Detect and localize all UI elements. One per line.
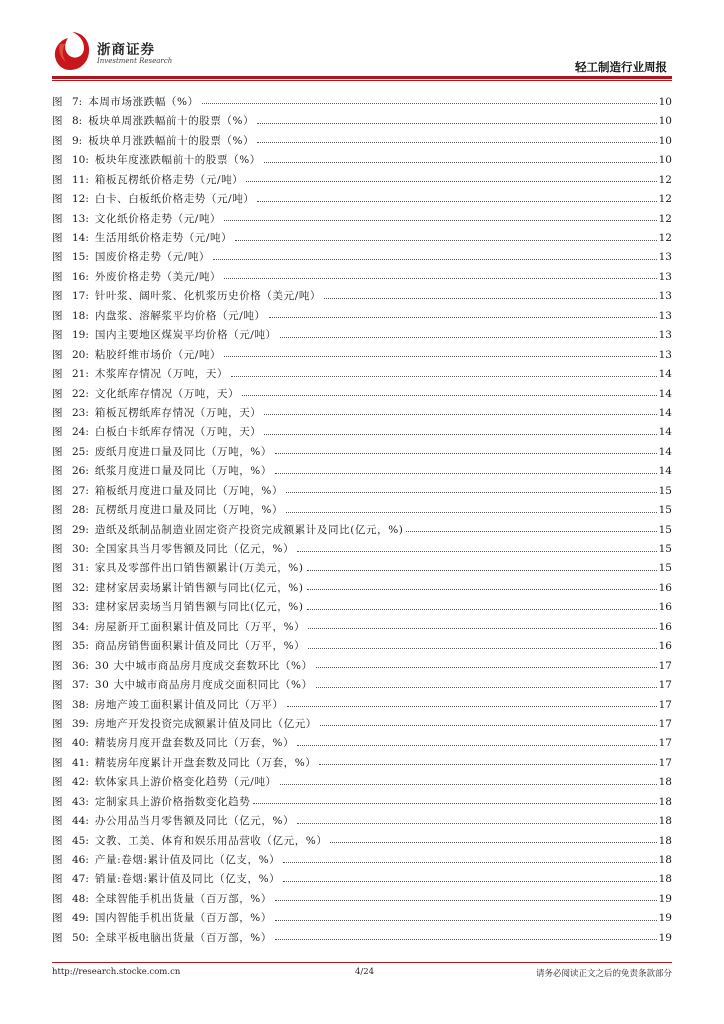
toc-page-number[interactable]: 10 bbox=[658, 95, 672, 108]
toc-page-number[interactable]: 14 bbox=[658, 406, 672, 419]
toc-dot-leader bbox=[287, 706, 657, 707]
toc-figure-number: 43: bbox=[72, 795, 89, 808]
toc-dot-leader bbox=[224, 356, 656, 357]
toc-dot-leader bbox=[308, 648, 656, 649]
toc-entry[interactable] bbox=[52, 827, 672, 846]
toc-figure-number: 48: bbox=[72, 892, 89, 905]
toc-figure-number: 24: bbox=[72, 426, 89, 439]
footer-divider bbox=[52, 962, 672, 963]
toc-entry[interactable] bbox=[52, 457, 672, 476]
toc-entry[interactable] bbox=[52, 224, 672, 243]
toc-entry[interactable] bbox=[52, 185, 672, 204]
toc-figure-title[interactable]: 销量:卷烟:累计值及同比（亿支，%） bbox=[94, 873, 281, 886]
toc-figure-number: 40: bbox=[72, 737, 89, 750]
toc-figure-label: 图 bbox=[52, 406, 63, 419]
toc-figure-title[interactable]: 白卡、白板纸价格走势（元/吨） bbox=[94, 193, 255, 206]
toc-entry[interactable] bbox=[52, 88, 672, 107]
toc-figure-number: 32: bbox=[72, 581, 89, 594]
toc-figure-title[interactable]: 外废价格走势（美元/吨） bbox=[94, 270, 222, 283]
report-title: 轻工制造行业周报 bbox=[575, 60, 667, 74]
toc-figure-label: 图 bbox=[52, 873, 63, 886]
toc-entry[interactable] bbox=[52, 205, 672, 224]
toc-entry[interactable] bbox=[52, 127, 672, 146]
toc-figure-title[interactable]: 板块单月涨跌幅前十的股票（%） bbox=[88, 134, 255, 147]
toc-entry[interactable] bbox=[52, 555, 672, 574]
header-divider-thin bbox=[52, 80, 672, 81]
toc-dot-leader bbox=[264, 414, 656, 415]
toc-figure-label: 图 bbox=[52, 854, 63, 866]
toc-figure-number: 45: bbox=[72, 834, 89, 847]
toc-figure-title[interactable]: 文化纸库存情况（万吨，天） bbox=[94, 387, 240, 400]
toc-figure-label: 图 bbox=[52, 387, 63, 400]
toc-page-number[interactable]: 14 bbox=[658, 465, 672, 478]
toc-page-number[interactable]: 18 bbox=[658, 776, 672, 789]
toc-figure-title[interactable]: 板块年度涨跌幅前十的股票（%） bbox=[94, 154, 261, 167]
toc-figure-label: 图 bbox=[52, 834, 63, 847]
toc-entry[interactable] bbox=[52, 146, 672, 165]
toc-figure-number: 11: bbox=[72, 173, 89, 186]
toc-figure-label: 图 bbox=[52, 193, 63, 206]
toc-page-number[interactable]: 18 bbox=[658, 854, 672, 866]
toc-figure-label: 图 bbox=[52, 95, 63, 108]
toc-figure-label: 图 bbox=[52, 543, 63, 555]
toc-page-number[interactable]: 12 bbox=[658, 173, 672, 186]
toc-figure-number: 36: bbox=[72, 659, 89, 672]
toc-dot-leader bbox=[202, 103, 657, 104]
toc-figure-number: 15: bbox=[72, 251, 89, 264]
toc-entry[interactable] bbox=[52, 302, 672, 321]
toc-dot-leader bbox=[286, 512, 657, 513]
toc-figure-title[interactable]: 全球平板电脑出货量（百万部，%） bbox=[94, 931, 272, 944]
toc-figure-number: 16: bbox=[72, 270, 89, 283]
toc-figure-number: 37: bbox=[72, 679, 89, 692]
toc-entry[interactable] bbox=[52, 593, 672, 612]
toc-page-number[interactable]: 13 bbox=[658, 309, 672, 322]
toc-dot-leader bbox=[253, 803, 656, 804]
toc-page-number[interactable]: 14 bbox=[658, 445, 672, 458]
toc-figure-title[interactable]: 白板白卡纸库存情况（万吨，天） bbox=[94, 426, 262, 439]
toc-page-number[interactable]: 18 bbox=[658, 815, 672, 828]
toc-dot-leader bbox=[242, 395, 656, 396]
brand-name-en: Investment Research bbox=[97, 57, 173, 65]
toc-figure-label: 图 bbox=[52, 465, 63, 478]
toc-figure-number: 47: bbox=[72, 873, 89, 886]
toc-entry[interactable] bbox=[52, 516, 672, 535]
toc-entry[interactable] bbox=[52, 846, 672, 865]
toc-figure-label: 图 bbox=[52, 620, 63, 633]
toc-figure-label: 图 bbox=[52, 659, 63, 672]
toc-page-number[interactable]: 10 bbox=[658, 134, 672, 147]
toc-figure-label: 图 bbox=[52, 173, 63, 186]
toc-figure-title[interactable]: 软体家具上游价格变化趋势（元/吨） bbox=[94, 776, 277, 789]
toc-dot-leader bbox=[316, 667, 657, 668]
toc-dot-leader bbox=[257, 123, 656, 124]
toc-figure-number: 17: bbox=[72, 290, 89, 303]
toc-figure-number: 38: bbox=[72, 698, 89, 711]
toc-dot-leader bbox=[231, 376, 657, 377]
toc-figure-number: 18: bbox=[72, 309, 89, 322]
toc-page-number[interactable]: 15 bbox=[658, 523, 672, 536]
toc-page-number[interactable]: 17 bbox=[658, 698, 672, 711]
toc-figure-title[interactable]: 房地产开发投资完成额累计值及同比（亿元） bbox=[94, 717, 317, 730]
toc-figure-label: 图 bbox=[52, 348, 63, 361]
toc-page-number[interactable]: 14 bbox=[658, 368, 672, 381]
toc-figure-number: 20: bbox=[72, 348, 89, 361]
toc-entry[interactable] bbox=[52, 866, 672, 885]
toc-figure-number: 28: bbox=[72, 504, 89, 517]
toc-entry[interactable] bbox=[52, 244, 672, 263]
toc-page-number[interactable]: 15 bbox=[658, 484, 672, 497]
toc-figure-title[interactable]: 国内主要地区煤炭平均价格（元/吨） bbox=[94, 329, 277, 342]
toc-figure-title[interactable]: 粘胶纤维市场价（元/吨） bbox=[94, 348, 222, 361]
toc-page-number[interactable]: 12 bbox=[658, 212, 672, 225]
toc-entry[interactable] bbox=[52, 418, 672, 437]
toc-figure-number: 46: bbox=[72, 854, 89, 866]
toc-figure-title[interactable]: 废纸月度进口量及同比（万吨，%） bbox=[94, 445, 272, 458]
toc-dot-leader bbox=[224, 278, 656, 279]
toc-figure-number: 12: bbox=[72, 193, 89, 206]
toc-figure-label: 图 bbox=[52, 717, 63, 730]
zheshang-logo-icon bbox=[52, 30, 92, 72]
toc-dot-leader bbox=[320, 725, 657, 726]
toc-figure-title[interactable]: 木浆库存情况（万吨，天） bbox=[94, 368, 229, 381]
toc-dot-leader bbox=[213, 259, 657, 260]
toc-figure-title[interactable]: 文化纸价格走势（元/吨） bbox=[94, 212, 222, 225]
toc-dot-leader bbox=[246, 181, 656, 182]
toc-page-number[interactable]: 10 bbox=[658, 154, 672, 167]
toc-dot-leader bbox=[275, 920, 657, 921]
toc-figure-title[interactable]: 针叶浆、阔叶浆、化机浆历史价格（美元/吨） bbox=[94, 290, 322, 303]
toc-entry[interactable] bbox=[52, 729, 672, 748]
toc-figure-number: 9: bbox=[72, 134, 83, 147]
toc-figure-title[interactable]: 国废价格走势（元/吨） bbox=[94, 251, 211, 264]
toc-page-number[interactable]: 15 bbox=[658, 562, 672, 575]
toc-page-number[interactable]: 19 bbox=[658, 892, 672, 905]
toc-dot-leader bbox=[257, 142, 656, 143]
toc-page-number[interactable]: 19 bbox=[658, 931, 672, 944]
toc-figure-label: 图 bbox=[52, 776, 63, 789]
toc-dot-leader bbox=[224, 220, 656, 221]
toc-figure-title[interactable]: 箱板瓦楞纸库存情况（万吨，天） bbox=[94, 406, 262, 419]
toc-figure-title[interactable]: 国内智能手机出货量（百万部，%） bbox=[94, 912, 272, 925]
toc-figure-label: 图 bbox=[52, 562, 63, 575]
toc-figure-number: 41: bbox=[72, 756, 89, 769]
toc-entry[interactable] bbox=[52, 438, 672, 457]
toc-figure-number: 23: bbox=[72, 406, 89, 419]
toc-entry[interactable] bbox=[52, 107, 672, 126]
toc-figure-title[interactable]: 箱板瓦楞纸价格走势（元/吨） bbox=[94, 173, 244, 186]
toc-figure-label: 图 bbox=[52, 445, 63, 458]
toc-entry[interactable] bbox=[52, 807, 672, 826]
toc-entry[interactable] bbox=[52, 399, 672, 418]
toc-dot-leader bbox=[275, 900, 657, 901]
toc-figure-number: 29: bbox=[72, 523, 89, 536]
toc-figure-number: 35: bbox=[72, 640, 89, 653]
toc-figure-title[interactable]: 房屋新开工面积累计值及同比（万平，%） bbox=[94, 620, 306, 633]
toc-dot-leader bbox=[297, 745, 656, 746]
toc-figure-title[interactable]: 板块单周涨跌幅前十的股票（%） bbox=[88, 115, 255, 128]
toc-dot-leader bbox=[319, 764, 656, 765]
toc-figure-label: 图 bbox=[52, 232, 63, 244]
toc-dot-leader bbox=[275, 939, 657, 940]
toc-figure-label: 图 bbox=[52, 756, 63, 769]
toc-entry[interactable] bbox=[52, 788, 672, 807]
toc-page-number[interactable]: 18 bbox=[658, 873, 672, 886]
toc-figure-label: 图 bbox=[52, 290, 63, 303]
toc-figure-number: 25: bbox=[72, 445, 89, 458]
toc-page-number[interactable]: 16 bbox=[658, 601, 672, 614]
toc-dot-leader bbox=[286, 492, 657, 493]
toc-figure-title[interactable]: 30 大中城市商品房月度成交面积同比（%） bbox=[94, 679, 313, 692]
toc-page-number[interactable]: 15 bbox=[658, 504, 672, 517]
toc-dot-leader bbox=[264, 162, 657, 163]
toc-figure-label: 图 bbox=[52, 134, 63, 147]
toc-figure-number: 10: bbox=[72, 154, 89, 167]
toc-figure-title[interactable]: 办公用品当月零售额及同比（亿元，%） bbox=[94, 815, 295, 828]
toc-dot-leader bbox=[275, 453, 657, 454]
page-header bbox=[0, 0, 724, 80]
toc-figure-number: 33: bbox=[72, 601, 89, 614]
toc-dot-leader bbox=[297, 551, 656, 552]
toc-page-number[interactable]: 19 bbox=[658, 912, 672, 925]
toc-page-number[interactable]: 15 bbox=[658, 543, 672, 555]
toc-dot-leader bbox=[280, 784, 657, 785]
footer-url[interactable]: http://research.stocke.com.cn bbox=[52, 967, 181, 977]
toc-figure-title[interactable]: 商品房销售面积累计值及同比（万平，%） bbox=[94, 640, 306, 653]
toc-entry[interactable] bbox=[52, 691, 672, 710]
toc-page-number[interactable]: 17 bbox=[658, 737, 672, 750]
toc-figure-number: 21: bbox=[72, 368, 89, 381]
toc-figure-title[interactable]: 建材家居卖场当月销售额与同比(亿元，%) bbox=[94, 601, 304, 614]
toc-entry[interactable] bbox=[52, 710, 672, 729]
toc-page-number[interactable]: 17 bbox=[658, 717, 672, 730]
toc-entry[interactable] bbox=[52, 282, 672, 301]
toc-entry[interactable] bbox=[52, 380, 672, 399]
toc-figure-title[interactable]: 产量:卷烟:累计值及同比（亿支，%） bbox=[94, 854, 281, 866]
toc-dot-leader bbox=[297, 823, 656, 824]
toc-figure-label: 图 bbox=[52, 815, 63, 828]
toc-figure-title[interactable]: 内盘浆、溶解浆平均价格（元/吨） bbox=[94, 309, 266, 322]
toc-figure-title[interactable]: 房地产竣工面积累计值及同比（万平） bbox=[94, 698, 284, 711]
toc-figure-number: 42: bbox=[72, 776, 89, 789]
toc-page-number[interactable]: 13 bbox=[658, 251, 672, 264]
toc-figure-title[interactable]: 全国家具当月零售额及同比（亿元，%） bbox=[94, 543, 295, 555]
toc-figure-label: 图 bbox=[52, 270, 63, 283]
toc-figure-label: 图 bbox=[52, 504, 63, 517]
toc-page-number[interactable]: 14 bbox=[658, 426, 672, 439]
toc-figure-number: 7: bbox=[72, 95, 83, 108]
toc-entry[interactable] bbox=[52, 632, 672, 651]
toc-entry[interactable] bbox=[52, 574, 672, 593]
toc-dot-leader bbox=[307, 589, 657, 590]
toc-figure-label: 图 bbox=[52, 737, 63, 750]
toc-page-number[interactable]: 17 bbox=[658, 756, 672, 769]
toc-figure-number: 13: bbox=[72, 212, 89, 225]
toc-figure-label: 图 bbox=[52, 640, 63, 653]
toc-figure-title[interactable]: 箱板纸月度进口量及同比（万吨，%） bbox=[94, 484, 284, 497]
toc-figure-number: 49: bbox=[72, 912, 89, 925]
toc-figure-number: 22: bbox=[72, 387, 89, 400]
brand-name-cn: 浙商证券 bbox=[97, 42, 155, 58]
toc-page-number[interactable]: 13 bbox=[658, 290, 672, 303]
toc-dot-leader bbox=[307, 609, 657, 610]
toc-dot-leader bbox=[269, 317, 657, 318]
toc-figure-label: 图 bbox=[52, 931, 63, 944]
toc-figure-number: 34: bbox=[72, 620, 89, 633]
toc-figure-label: 图 bbox=[52, 329, 63, 342]
toc-dot-leader bbox=[283, 881, 656, 882]
toc-dot-leader bbox=[316, 687, 657, 688]
toc-figure-label: 图 bbox=[52, 368, 63, 381]
toc-figure-label: 图 bbox=[52, 581, 63, 594]
toc-figure-label: 图 bbox=[52, 484, 63, 497]
toc-entry[interactable] bbox=[52, 613, 672, 632]
toc-page-number[interactable]: 13 bbox=[658, 329, 672, 342]
toc-page-number[interactable]: 14 bbox=[658, 387, 672, 400]
toc-figure-label: 图 bbox=[52, 601, 63, 614]
toc-entry[interactable] bbox=[52, 652, 672, 671]
toc-dot-leader bbox=[406, 531, 656, 532]
toc-entry[interactable] bbox=[52, 496, 672, 515]
toc-dot-leader bbox=[308, 628, 656, 629]
toc-figure-title[interactable]: 精装房月度开盘套数及同比（万套，%） bbox=[94, 737, 295, 750]
toc-figure-number: 39: bbox=[72, 717, 89, 730]
toc-figure-number: 31: bbox=[72, 562, 89, 575]
toc-dot-leader bbox=[324, 298, 657, 299]
toc-page-number[interactable]: 12 bbox=[658, 232, 672, 244]
toc-dot-leader bbox=[280, 337, 657, 338]
toc-figure-number: 30: bbox=[72, 543, 89, 555]
toc-page-number[interactable]: 12 bbox=[658, 193, 672, 206]
toc-page-number[interactable]: 16 bbox=[658, 620, 672, 633]
toc-dot-leader bbox=[330, 842, 656, 843]
toc-dot-leader bbox=[307, 570, 657, 571]
toc-figure-title[interactable]: 全球智能手机出货量（百万部，%） bbox=[94, 892, 272, 905]
toc-dot-leader bbox=[275, 473, 657, 474]
toc-dot-leader bbox=[257, 201, 656, 202]
toc-figure-title[interactable]: 定制家具上游价格指数变化趋势 bbox=[94, 795, 251, 808]
toc-figure-title[interactable]: 建材家居卖场累计销售额与同比(亿元，%) bbox=[94, 581, 304, 594]
header-divider bbox=[52, 76, 672, 79]
toc-page-number[interactable]: 16 bbox=[658, 640, 672, 653]
toc-entry[interactable] bbox=[52, 166, 672, 185]
toc-entry[interactable] bbox=[52, 924, 672, 943]
toc-figure-label: 图 bbox=[52, 795, 63, 808]
toc-figure-number: 8: bbox=[72, 115, 83, 128]
toc-entry[interactable] bbox=[52, 885, 672, 904]
toc-page-number[interactable]: 10 bbox=[658, 115, 672, 128]
toc-entry[interactable] bbox=[52, 477, 672, 496]
toc-figure-title[interactable]: 本周市场涨跌幅（%） bbox=[88, 95, 199, 108]
toc-entry[interactable] bbox=[52, 749, 672, 768]
toc-page-number[interactable]: 17 bbox=[658, 659, 672, 672]
toc-figure-number: 14: bbox=[72, 232, 89, 244]
toc-figure-number: 44: bbox=[72, 815, 89, 828]
toc-figure-title[interactable]: 瓦楞纸月度进口量及同比（万吨，%） bbox=[94, 504, 284, 517]
toc-figure-title[interactable]: 文教、工美、体育和娱乐用品营收（亿元，%） bbox=[94, 834, 328, 847]
footer-disclaimer: 请务必阅读正文之后的免责条款部分 bbox=[535, 969, 672, 979]
toc-figure-label: 图 bbox=[52, 698, 63, 711]
toc-figure-title[interactable]: 造纸及纸制品制造业固定资产投资完成额累计及同比(亿元，%) bbox=[94, 523, 404, 536]
toc-entry[interactable] bbox=[52, 341, 672, 360]
toc-page-number[interactable]: 17 bbox=[658, 679, 672, 692]
toc-figure-label: 图 bbox=[52, 426, 63, 439]
toc-figure-title[interactable]: 精装房年度累计开盘套数及同比（万套，%） bbox=[94, 756, 317, 769]
toc-entry[interactable] bbox=[52, 904, 672, 923]
toc-entry[interactable] bbox=[52, 360, 672, 379]
toc-page-number[interactable]: 13 bbox=[658, 348, 672, 361]
toc-dot-leader bbox=[235, 240, 656, 241]
toc-figure-label: 图 bbox=[52, 892, 63, 905]
toc-dot-leader bbox=[264, 434, 656, 435]
toc-figure-number: 19: bbox=[72, 329, 89, 342]
toc-entry[interactable] bbox=[52, 535, 672, 554]
toc-figure-label: 图 bbox=[52, 212, 63, 225]
toc-figure-title[interactable]: 家具及零部件出口销售额累计(万美元，%) bbox=[94, 562, 304, 575]
toc-page-number[interactable]: 18 bbox=[658, 834, 672, 847]
toc-dot-leader bbox=[283, 862, 656, 863]
toc-figure-label: 图 bbox=[52, 679, 63, 692]
toc-figure-title[interactable]: 纸浆月度进口量及同比（万吨，%） bbox=[94, 465, 272, 478]
toc-figure-title[interactable]: 生活用纸价格走势（元/吨） bbox=[94, 232, 233, 244]
toc-figure-label: 图 bbox=[52, 912, 63, 925]
toc-figure-label: 图 bbox=[52, 115, 63, 128]
toc-page-number[interactable]: 16 bbox=[658, 581, 672, 594]
toc-page-number[interactable]: 13 bbox=[658, 270, 672, 283]
toc-figure-number: 27: bbox=[72, 484, 89, 497]
figure-toc-list bbox=[52, 88, 672, 943]
toc-figure-label: 图 bbox=[52, 309, 63, 322]
toc-entry[interactable] bbox=[52, 263, 672, 282]
toc-page-number[interactable]: 18 bbox=[658, 795, 672, 808]
toc-entry[interactable] bbox=[52, 321, 672, 340]
toc-figure-number: 50: bbox=[72, 931, 89, 944]
footer-page-number: 4/24 bbox=[355, 967, 375, 977]
toc-entry[interactable] bbox=[52, 768, 672, 787]
toc-figure-number: 26: bbox=[72, 465, 89, 478]
toc-figure-label: 图 bbox=[52, 154, 63, 167]
toc-figure-title[interactable]: 30 大中城市商品房月度成交套数环比（%） bbox=[94, 659, 313, 672]
toc-figure-label: 图 bbox=[52, 251, 63, 264]
toc-figure-label: 图 bbox=[52, 523, 63, 536]
toc-entry[interactable] bbox=[52, 671, 672, 690]
